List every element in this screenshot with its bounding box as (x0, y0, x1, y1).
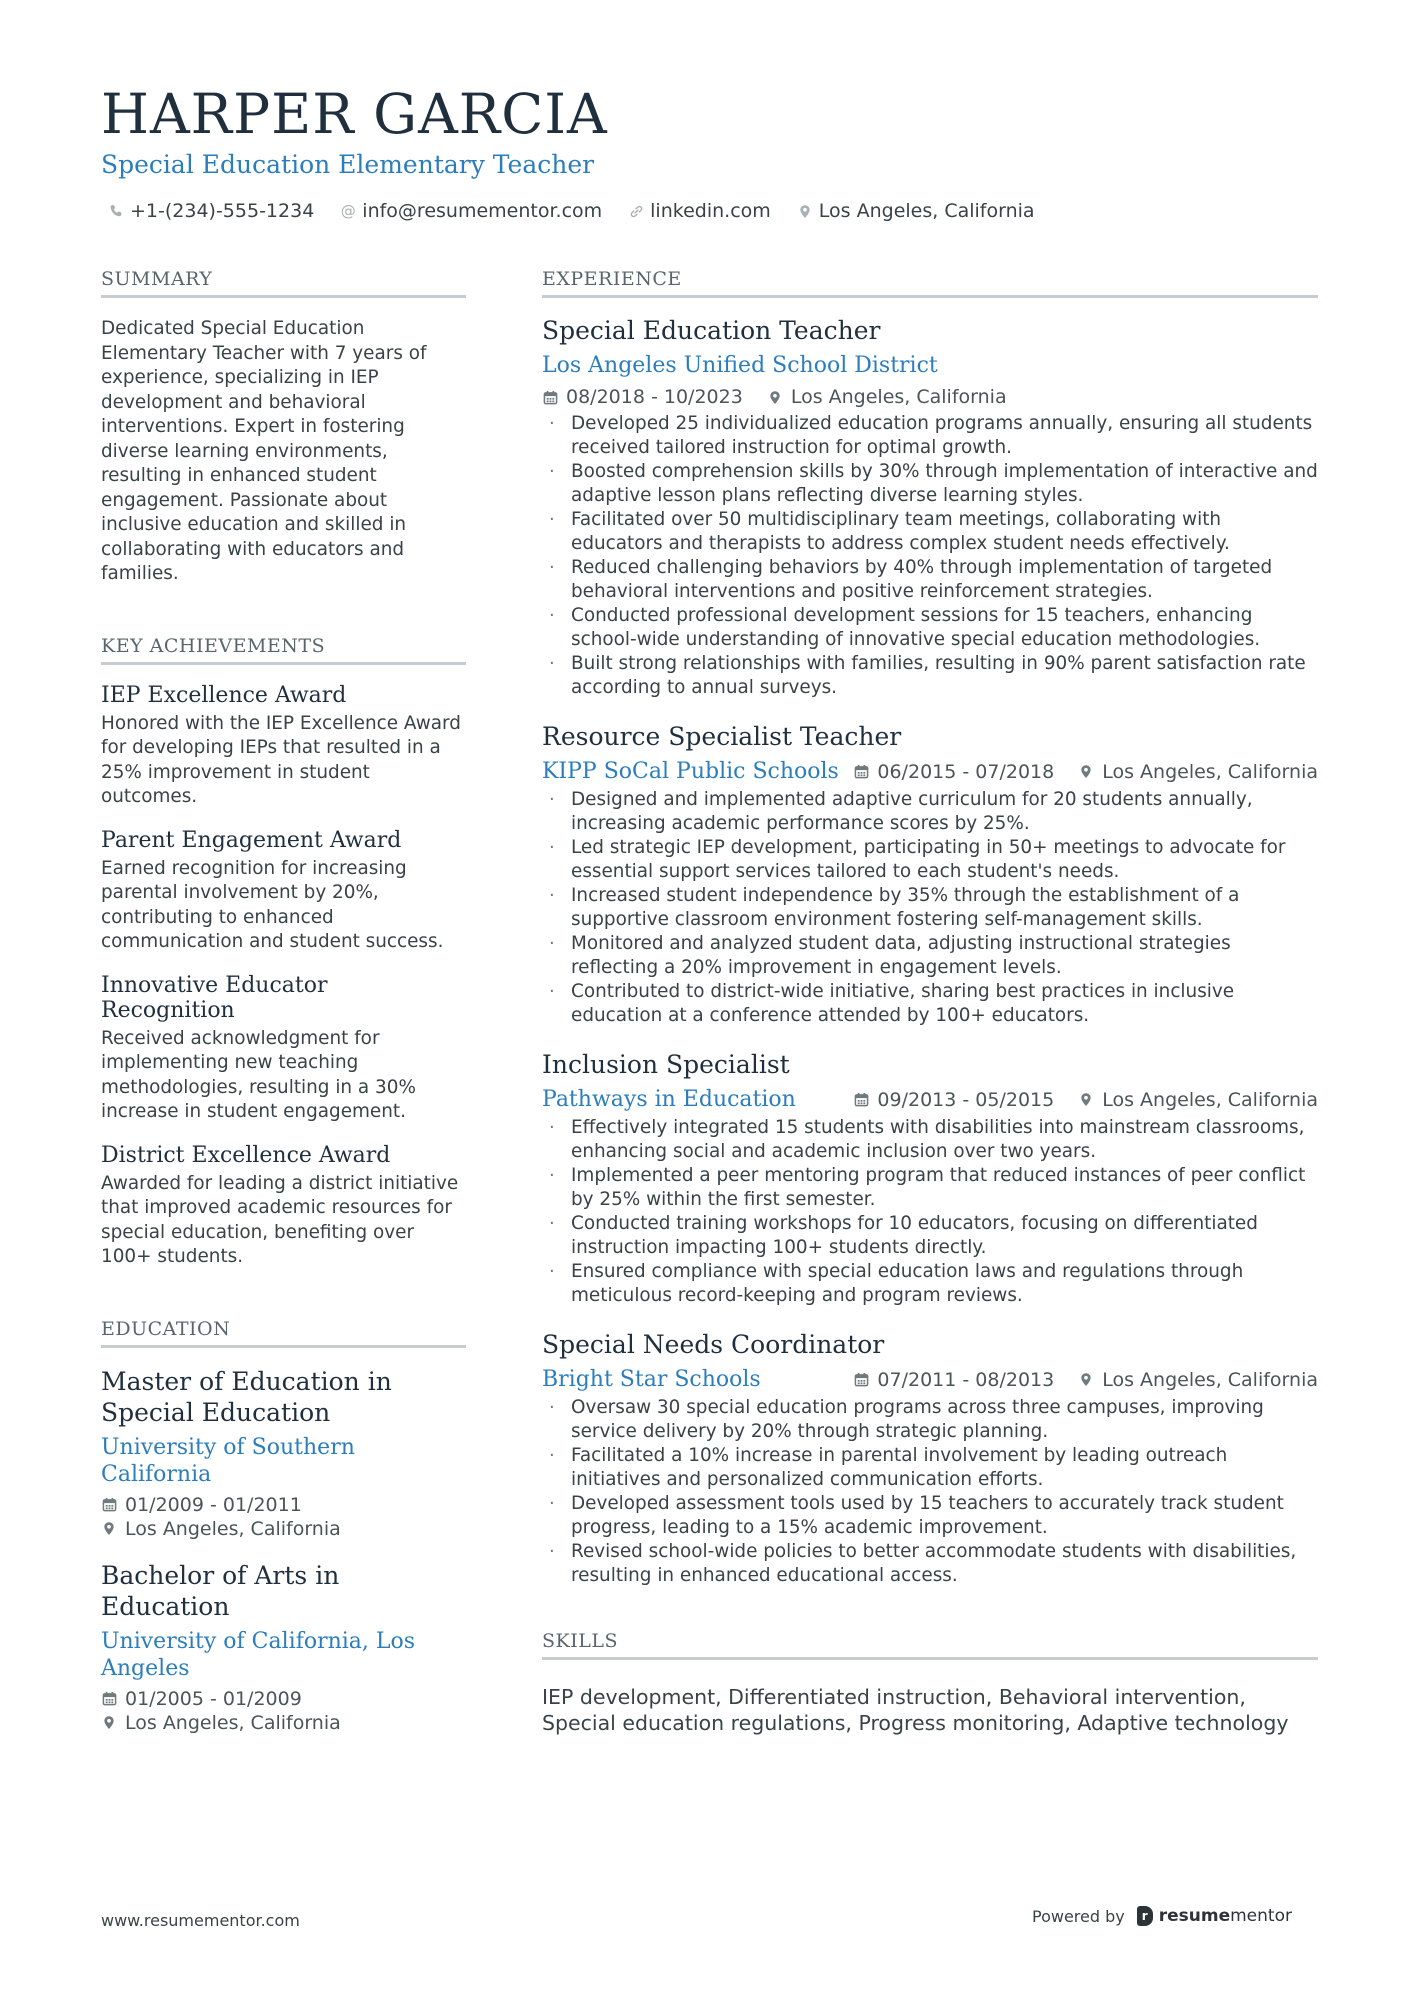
job-meta (542, 386, 1318, 408)
degree-title: Master of Education in Special Education (101, 1366, 392, 1427)
calendar-icon (853, 764, 869, 779)
footer-url[interactable]: www.resumementor.com (101, 1911, 300, 1930)
left-column (101, 268, 466, 1734)
job-entry (542, 1050, 1318, 1308)
job-location (1078, 1369, 1318, 1391)
summary-text: Dedicated Special Education Elementary Teacher with 7 years of experience, specializing in IEP development and behavioral interventions. Expert in fostering diverse learning environments, resulting in enhanced student engagement. Passionate about inclusive education and skilled in collaborating with educators and families. (101, 318, 427, 584)
achievements-section (101, 635, 466, 1270)
achievement-item (101, 973, 466, 1125)
achievement-text: Honored with the IEP Excellence Award for developing IEPs that resulted in a 25% improvement in student outcomes. (101, 712, 461, 807)
bullet-item: · Developed 25 individualized education programs annually, ensuring all students received tailored instruction for optimal growth. (542, 412, 1318, 460)
bullet-item: · Boosted comprehension skills by 30% through implementation of interactive and adaptive lesson plans reflecting diverse learning styles. (542, 460, 1318, 508)
job-dates (853, 761, 1054, 783)
bullet-item: · Ensured compliance with special education laws and regulations through meticulous record-keeping and program reviews. (542, 1260, 1318, 1308)
achievement-text: Earned recognition for increasing parental involvement by 20%, contributing to enhanced communication and student success. (101, 857, 444, 952)
achievements-heading: KEY ACHIEVEMENTS (101, 635, 466, 665)
location-text: Los Angeles, California (1102, 1368, 1318, 1391)
footer-branding (1032, 1906, 1292, 1926)
job-bullets (542, 1396, 1318, 1588)
candidate-role: Special Education Elementary Teacher (101, 150, 595, 179)
bullet-item: · Revised school-wide policies to better accommodate students with disabilities, resulting in enhanced educational access. (542, 1540, 1318, 1588)
calendar-icon (101, 1691, 117, 1706)
summary-heading: SUMMARY (101, 268, 466, 298)
at-sign-icon: @ (340, 202, 356, 220)
bullet-item: · Contributed to district-wide initiative, sharing best practices in inclusive education at a conference attended by 100+ educators. (542, 980, 1318, 1028)
education-item (101, 1366, 466, 1540)
education-dates (101, 1494, 466, 1516)
achievement-title: District Excellence Award (101, 1142, 391, 1168)
right-column (542, 268, 1318, 1736)
dates-text: 08/2018 - 10/2023 (566, 386, 743, 408)
company-name: KIPP SoCal Public Schools (542, 759, 839, 784)
experience-section (542, 268, 1318, 1588)
phone-icon (108, 204, 124, 218)
skills-text: IEP development, Differentiated instruction, Behavioral intervention, Special education regulations, Progress monitoring, Adaptive technology (542, 1685, 1289, 1735)
bullet-item: · Facilitated a 10% increase in parental involvement by leading outreach initiatives and personalized communication efforts. (542, 1444, 1318, 1492)
company-name: Los Angeles Unified School District (542, 353, 938, 378)
job-meta (853, 761, 1318, 783)
education-heading: EDUCATION (101, 1318, 466, 1348)
powered-by-text: Powered by (1032, 1906, 1125, 1926)
education-dates (101, 1688, 466, 1710)
brand-logo[interactable] (1137, 1906, 1292, 1926)
job-meta (853, 1369, 1318, 1391)
calendar-icon (101, 1497, 117, 1512)
summary-section (101, 268, 466, 587)
location-text: Los Angeles, California (125, 1711, 341, 1734)
calendar-icon (542, 390, 558, 405)
company-name: Pathways in Education (542, 1087, 796, 1112)
job-location (767, 386, 1007, 408)
degree-title: Bachelor of Arts in Education (101, 1560, 340, 1621)
job-dates (542, 386, 743, 408)
bullet-item: · Led strategic IEP development, participating in 50+ meetings to advocate for essential support services tailored to each student's needs. (542, 836, 1318, 884)
achievement-item (101, 683, 466, 810)
achievement-title: Innovative Educator Recognition (101, 972, 328, 1023)
contact-bar (108, 200, 1035, 222)
phone-text: +1-(234)-555-1234 (130, 200, 315, 222)
job-meta (853, 1089, 1318, 1111)
skills-heading: SKILLS (542, 1630, 1318, 1660)
email-text: info@resumementor.com (362, 200, 603, 222)
map-pin-icon (767, 390, 783, 405)
contact-email[interactable] (340, 200, 602, 222)
location-text: Los Angeles, California (790, 386, 1007, 408)
bullet-item: · Built strong relationships with families, resulting in 90% parent satisfaction rate according to annual surveys. (542, 652, 1318, 700)
achievement-title: IEP Excellence Award (101, 682, 347, 708)
location-text: Los Angeles, California (1102, 760, 1318, 783)
bullet-item: · Increased student independence by 35% through the establishment of a supportive classroom environment fostering self-management skills. (542, 884, 1318, 932)
bullet-item: · Facilitated over 50 multidisciplinary team meetings, collaborating with educators and therapists to address complex student needs effectively. (542, 508, 1318, 556)
brand-name-bold: resume (1158, 1906, 1231, 1926)
map-pin-icon (101, 1521, 117, 1536)
job-entry (542, 1330, 1318, 1588)
calendar-icon (853, 1372, 869, 1387)
contact-phone[interactable] (108, 200, 314, 222)
company-name: Bright Star Schools (542, 1367, 761, 1392)
bullet-item: · Effectively integrated 15 students with disabilities into mainstream classrooms, enhancing social and academic inclusion over two years. (542, 1116, 1318, 1164)
bullet-item: · Reduced challenging behaviors by 40% through implementation of targeted behavioral interventions and positive reinforcement strategies. (542, 556, 1318, 604)
bullet-item: · Conducted training workshops for 10 educators, focusing on differentiated instruction impacting 100+ students directly. (542, 1212, 1318, 1260)
job-location (1078, 761, 1318, 783)
job-company-row (542, 1367, 1318, 1392)
map-pin-icon (797, 204, 813, 219)
education-location (101, 1712, 466, 1734)
job-title: Special Needs Coordinator (542, 1330, 885, 1359)
contact-linkedin[interactable] (628, 200, 771, 222)
job-company-row (542, 353, 1318, 378)
bullet-item: · Developed assessment tools used by 15 teachers to accurately track student progress, leading to a 15% academic improvement. (542, 1492, 1318, 1540)
candidate-name: HARPER GARCIA (101, 82, 608, 146)
achievement-title: Parent Engagement Award (101, 827, 402, 853)
dates-text: 09/2013 - 05/2015 (877, 1088, 1055, 1111)
linkedin-text: linkedin.com (650, 200, 771, 222)
dates-text: 01/2005 - 01/2009 (125, 1687, 302, 1710)
calendar-icon (853, 1092, 869, 1107)
bullet-item: · Conducted professional development sessions for 15 teachers, enhancing school-wide understanding of innovative special education methodologies. (542, 604, 1318, 652)
location-text: Los Angeles, California (818, 200, 1035, 222)
bullet-item: · Oversaw 30 special education programs across three campuses, improving service delivery by 20% through strategic planning. (542, 1396, 1318, 1444)
achievement-text: Received acknowledgment for implementing new teaching methodologies, resulting in a 30% increase in student engagement. (101, 1027, 416, 1122)
skills-section (542, 1630, 1318, 1736)
contact-location (797, 200, 1035, 222)
dates-text: 01/2009 - 01/2011 (125, 1493, 302, 1516)
brand-name-light: mentor (1230, 1906, 1292, 1926)
map-pin-icon (1078, 1372, 1094, 1387)
bullet-item: · Designed and implemented adaptive curriculum for 20 students annually, increasing academic performance scores by 25%. (542, 788, 1318, 836)
job-company-row (542, 759, 1318, 784)
school-name: University of California, Los Angeles (101, 1628, 416, 1681)
education-section (101, 1318, 466, 1734)
experience-heading: EXPERIENCE (542, 268, 1318, 298)
job-title: Inclusion Specialist (542, 1050, 790, 1079)
education-item (101, 1560, 466, 1734)
achievement-item (101, 1143, 466, 1270)
job-dates (853, 1089, 1054, 1111)
map-pin-icon (101, 1715, 117, 1730)
link-icon (628, 204, 644, 219)
job-location (1078, 1089, 1318, 1111)
school-name: University of Southern California (101, 1434, 355, 1487)
achievement-text: Awarded for leading a district initiative that improved academic resources for special education, benefiting over 100+ students. (101, 1172, 459, 1267)
location-text: Los Angeles, California (125, 1517, 341, 1540)
resumementor-logo-icon: r (1137, 1906, 1153, 1926)
job-title: Special Education Teacher (542, 316, 881, 345)
education-location (101, 1518, 466, 1540)
job-bullets (542, 412, 1318, 700)
job-title: Resource Specialist Teacher (542, 722, 902, 751)
job-dates (853, 1369, 1054, 1391)
achievement-item (101, 828, 466, 955)
dates-text: 07/2011 - 08/2013 (877, 1368, 1055, 1391)
map-pin-icon (1078, 1092, 1094, 1107)
job-entry (542, 316, 1318, 700)
job-bullets (542, 1116, 1318, 1308)
job-bullets (542, 788, 1318, 1028)
job-company-row (542, 1087, 1318, 1112)
location-text: Los Angeles, California (1102, 1088, 1318, 1111)
dates-text: 06/2015 - 07/2018 (877, 760, 1055, 783)
map-pin-icon (1078, 764, 1094, 779)
job-entry (542, 722, 1318, 1028)
bullet-item: · Implemented a peer mentoring program that reduced instances of peer conflict by 25% within the first semester. (542, 1164, 1318, 1212)
bullet-item: · Monitored and analyzed student data, adjusting instructional strategies reflecting a 20% improvement in engagement levels. (542, 932, 1318, 980)
